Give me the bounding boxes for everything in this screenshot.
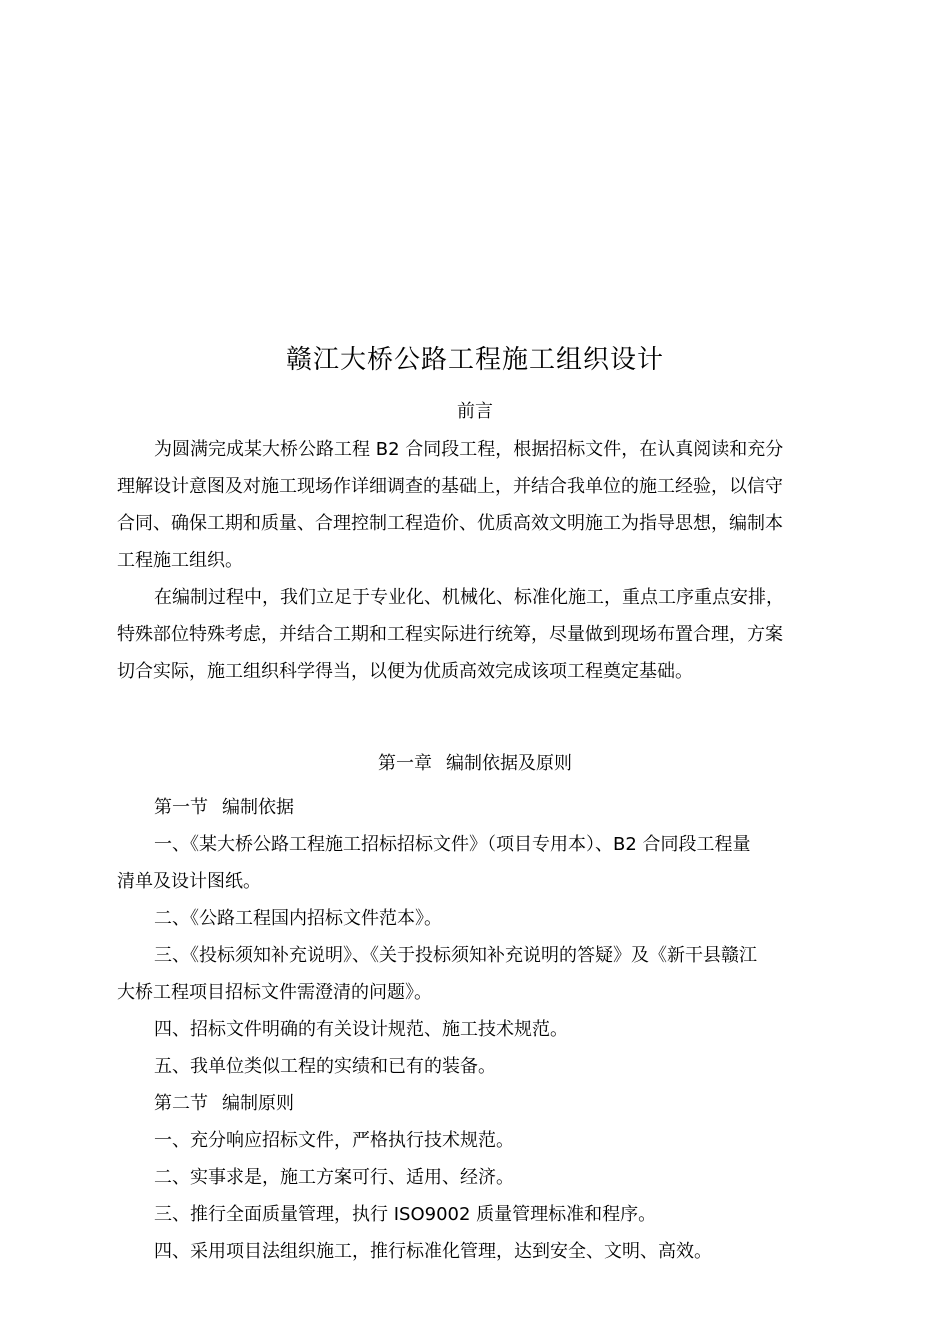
preface-p2-line3: 切合实际，施工组织科学得当，以便为优质高效完成该项工程奠定基础。 [117, 661, 693, 682]
basis-item3-line2: 大桥工程项目招标文件需澄清的问题》。 [117, 982, 432, 1003]
basis-item2: 二、《公路工程国内招标文件范本》。 [154, 908, 442, 929]
preface-heading: 前言 [457, 401, 493, 422]
section2-number: 第二节 [154, 1093, 208, 1114]
section1-title: 编制依据 [222, 797, 294, 818]
preface-p1-line2: 理解设计意图及对施工现场作详细调查的基础上，并结合我单位的施工经验，以信守 [117, 476, 783, 497]
preface-p1-line4: 工程施工组织。 [117, 550, 243, 571]
basis-item4: 四、招标文件明确的有关设计规范、施工技术规范。 [154, 1019, 568, 1040]
principle-item1: 一、充分响应招标文件，严格执行技术规范。 [154, 1130, 514, 1151]
preface-p2-line2: 特殊部位特殊考虑，并结合工期和工程实际进行统筹，尽量做到现场布置合理，方案 [117, 624, 783, 645]
basis-item1-line1: 一、《某大桥公路工程施工招标招标文件》（项目专用本）、B2 合同段工程量 [154, 834, 751, 855]
chapter-title: 编制依据及原则 [446, 753, 572, 774]
chapter-number: 第一章 [378, 753, 432, 774]
preface-p2-line1: 在编制过程中，我们立足于专业化、机械化、标准化施工，重点工序重点安排， [154, 587, 784, 608]
principle-item3: 三、推行全面质量管理，执行 ISO9002 质量管理标准和程序。 [154, 1204, 657, 1225]
section2-title: 编制原则 [222, 1093, 294, 1114]
section1-heading [154, 790, 833, 827]
chapter-heading [0, 750, 950, 778]
basis-item5: 五、我单位类似工程的实绩和已有的装备。 [154, 1056, 496, 1077]
preface-p1-line3: 合同、确保工期和质量、合理控制工程造价、优质高效文明施工为指导思想，编制本 [117, 513, 783, 534]
principle-item2: 二、实事求是，施工方案可行、适用、经济。 [154, 1167, 514, 1188]
section1-number: 第一节 [154, 797, 208, 818]
principle-item4: 四、采用项目法组织施工，推行标准化管理，达到安全、文明、高效。 [154, 1241, 712, 1262]
preface-p1-line1: 为圆满完成某大桥公路工程 B2 合同段工程，根据招标文件，在认真阅读和充分 [154, 439, 784, 460]
basis-item3-line1: 三、《投标须知补充说明》、《关于投标须知补充说明的答疑》及《新干县赣江 [154, 945, 757, 966]
document-title: 赣江大桥公路工程施工组织设计 [285, 345, 664, 375]
basis-item1-line2: 清单及设计图纸。 [117, 871, 261, 892]
section2-heading [154, 1086, 833, 1123]
